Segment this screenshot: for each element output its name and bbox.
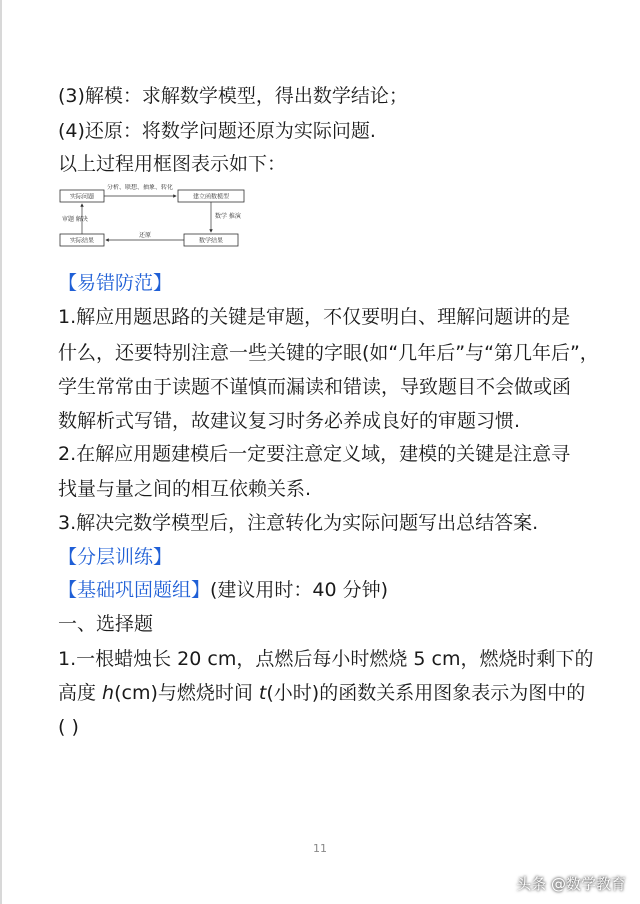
training-time-note: (建议用时：40 分钟) [210, 579, 389, 601]
arrow-deduce-label: 数学 推演 [215, 213, 241, 220]
training-subtitle: 【基础巩固题组】 [58, 579, 211, 601]
step-3-text: (3)解模：求解数学模型，得出数学结论； [58, 85, 408, 107]
errors-p2-line1: 2.在解应用题建模后一定要注意定义域，建模的关键是注意寻 [58, 443, 571, 465]
modeling-flowchart [58, 184, 248, 252]
arrow-restore-label: 还原 [138, 232, 152, 239]
q1-text-c: (小时)的函数关系用图象表示为图中的 [266, 682, 586, 704]
page-number: 11 [313, 842, 327, 855]
watermark: 头条 @数学教育 [516, 875, 626, 893]
part-one-heading: 一、选择题 [58, 613, 154, 635]
box-math-result-label: 数学结果 [198, 237, 224, 245]
step-4-text: (4)还原：将数学问题还原为实际问题. [58, 120, 376, 142]
arrow-solve-label: 审题 解决 [62, 216, 88, 223]
flowchart-intro: 以上过程用框图表示如下： [58, 153, 287, 175]
section-errors-title: 【易错防范】 [58, 272, 173, 294]
question-1-answer-blank: ( ) [58, 716, 79, 738]
errors-p1-line4: 数解析式写错，故建议复习时务必养成良好的审题习惯. [58, 410, 521, 432]
errors-p2-line2: 找量与量之间的相互依赖关系. [58, 478, 312, 500]
errors-p1-line1: 1.解应用题思路的关键是审题，不仅要明白、理解问题讲的是 [58, 306, 571, 328]
errors-p1-line3: 学生常常由于读题不谨慎而漏读和错读，导致题目不会做或函 [58, 376, 572, 398]
q1-text-b: (cm)与燃烧时间 [114, 682, 259, 704]
box-real-result-label: 实际结果 [69, 237, 95, 245]
arrow-model-label: 分析、联想、抽象、转化 [106, 184, 174, 191]
training-subtitle-row [58, 577, 600, 603]
errors-p3: 3.解决完数学模型后，注意转化为实际问题写出总结答案. [58, 512, 539, 534]
q1-var-h: h [102, 682, 115, 704]
question-1-line1: 1.一根蜡烛长 20 cm，点燃后每小时燃烧 5 cm，燃烧时剩下的 [58, 648, 594, 670]
question-1-line2 [58, 680, 600, 706]
q1-text-a: 高度 [58, 682, 103, 704]
section-training-title: 【分层训练】 [58, 546, 173, 568]
q1-var-t: t [258, 682, 267, 704]
errors-p1-line2: 什么，还要特别注意一些关键的字眼(如“几年后”与“第几年后”， [58, 342, 599, 364]
page-edge [0, 0, 2, 904]
box-math-model-label: 建立函数模型 [192, 193, 230, 201]
box-real-problem-label: 实际问题 [69, 193, 95, 201]
